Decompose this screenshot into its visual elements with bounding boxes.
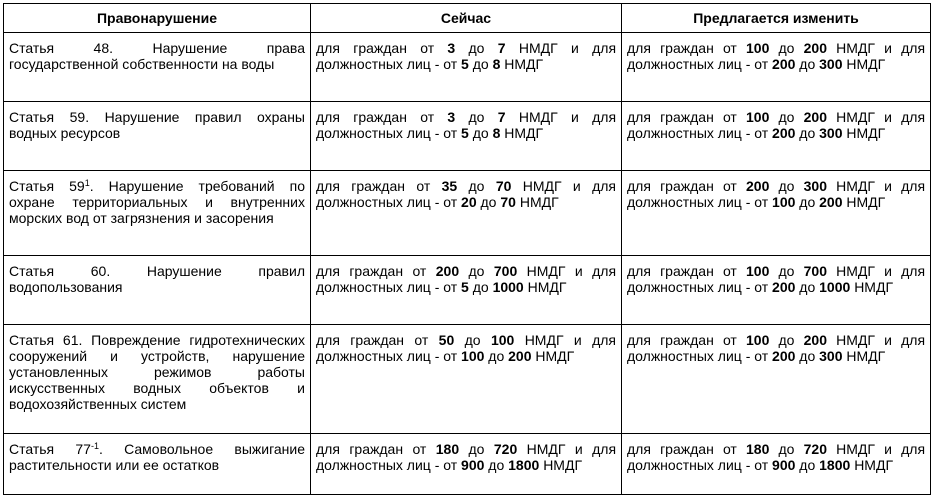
value-citizens-to: 700 bbox=[493, 263, 518, 279]
value-citizens-to: 720 bbox=[803, 441, 827, 457]
header-offense: Правонарушение bbox=[4, 4, 311, 33]
table-row bbox=[4, 256, 931, 325]
offense-cell bbox=[4, 256, 311, 325]
phrase-to: до bbox=[778, 263, 795, 279]
value-officials-from: 200 bbox=[772, 279, 796, 295]
value-citizens-to: 100 bbox=[490, 332, 515, 348]
phrase-to: до bbox=[480, 194, 497, 210]
now-cell bbox=[311, 33, 622, 102]
phrase-to: до bbox=[799, 56, 816, 72]
phrase-citizens: для граждан от bbox=[316, 40, 435, 56]
phrase-to: до bbox=[799, 194, 816, 210]
value-officials-from: 100 bbox=[461, 348, 485, 364]
offense-text: Статья 61. Повреждение гидротехнических сооружений и устройств, нарушение установленных режимов работы искусственных водных объектов и водохозяйственных систем bbox=[9, 332, 305, 412]
value-officials-to: 1800 bbox=[819, 457, 851, 473]
now-cell bbox=[311, 325, 622, 434]
value-citizens-from: 100 bbox=[746, 40, 770, 56]
phrase-unit: НМДГ bbox=[846, 194, 886, 210]
value-citizens-to: 7 bbox=[497, 109, 506, 125]
value-citizens-from: 100 bbox=[746, 263, 770, 279]
offense-text: Статья 77 bbox=[9, 441, 91, 457]
value-officials-from: 5 bbox=[461, 279, 469, 295]
phrase-unit-and: НМДГ и для должностных лиц - от bbox=[627, 263, 926, 295]
phrase-to: до bbox=[799, 348, 816, 364]
offense-cell bbox=[4, 325, 311, 434]
phrase-unit-and: НМДГ и для должностных лиц - от bbox=[316, 332, 617, 364]
value-citizens-from: 35 bbox=[441, 178, 458, 194]
phrase-citizens: для граждан от bbox=[316, 441, 427, 457]
phrase-unit-and: НМДГ и для должностных лиц - от bbox=[627, 109, 926, 141]
phrase-citizens: для граждан от bbox=[627, 441, 737, 457]
phrase-to: до bbox=[778, 109, 795, 125]
phrase-unit: НМДГ bbox=[519, 194, 559, 210]
phrase-to: до bbox=[472, 56, 489, 72]
header-now: Сейчас bbox=[311, 4, 622, 33]
value-officials-from: 200 bbox=[772, 348, 796, 364]
value-citizens-to: 200 bbox=[803, 109, 827, 125]
phrase-citizens: для граждан от bbox=[627, 332, 737, 348]
phrase-unit-and: НМДГ и для должностных лиц - от bbox=[627, 332, 926, 364]
phrase-unit: НМДГ bbox=[543, 457, 583, 473]
value-officials-from: 200 bbox=[772, 125, 796, 141]
value-officials-from: 200 bbox=[772, 56, 796, 72]
value-citizens-to: 700 bbox=[803, 263, 827, 279]
offense-text: Статья 59 bbox=[9, 178, 85, 194]
value-citizens-to: 200 bbox=[803, 332, 827, 348]
phrase-unit: НМДГ bbox=[527, 279, 567, 295]
phrase-unit-and: НМДГ и для должностных лиц - от bbox=[316, 178, 616, 210]
phrase-citizens: для граждан от bbox=[316, 109, 435, 125]
phrase-to: до bbox=[778, 40, 795, 56]
value-officials-from: 900 bbox=[461, 457, 485, 473]
phrase-to: до bbox=[488, 457, 505, 473]
phrase-to: до bbox=[778, 178, 795, 194]
now-cell bbox=[311, 102, 622, 171]
value-citizens-from: 180 bbox=[435, 441, 460, 457]
offense-cell bbox=[4, 434, 311, 495]
value-officials-to: 70 bbox=[500, 194, 516, 210]
value-citizens-from: 100 bbox=[746, 332, 770, 348]
value-officials-to: 8 bbox=[492, 125, 501, 141]
phrase-unit-and: НМДГ и для должностных лиц - от bbox=[316, 40, 617, 72]
now-cell bbox=[311, 434, 622, 495]
table-row bbox=[4, 171, 931, 256]
phrase-citizens: для граждан от bbox=[627, 40, 737, 56]
value-citizens-to: 720 bbox=[493, 441, 518, 457]
phrase-to: до bbox=[472, 279, 489, 295]
phrase-unit-and: НМДГ и для должностных лиц - от bbox=[627, 40, 926, 72]
value-citizens-from: 200 bbox=[746, 178, 770, 194]
value-citizens-to: 200 bbox=[803, 40, 827, 56]
value-officials-to: 1800 bbox=[508, 457, 540, 473]
phrase-to: до bbox=[468, 109, 485, 125]
table-row bbox=[4, 325, 931, 434]
value-citizens-from: 100 bbox=[746, 109, 770, 125]
value-officials-from: 5 bbox=[461, 56, 469, 72]
proposed-cell bbox=[622, 325, 931, 434]
phrase-to: до bbox=[799, 125, 816, 141]
phrase-unit: НМДГ bbox=[846, 348, 886, 364]
phrase-citizens: для граждан от bbox=[316, 263, 427, 279]
value-citizens-to: 70 bbox=[495, 178, 512, 194]
offense-cell bbox=[4, 171, 311, 256]
header-row bbox=[4, 4, 931, 33]
proposed-cell bbox=[622, 256, 931, 325]
phrase-to: до bbox=[778, 332, 795, 348]
value-officials-from: 900 bbox=[772, 457, 796, 473]
article-superscript: -1 bbox=[90, 441, 99, 451]
phrase-citizens: для граждан от bbox=[627, 178, 737, 194]
phrase-unit-and: НМДГ и для должностных лиц - от bbox=[316, 109, 617, 141]
offense-cell bbox=[4, 33, 311, 102]
phrase-unit-and: НМДГ и для должностных лиц - от bbox=[316, 441, 617, 473]
value-officials-to: 300 bbox=[819, 348, 843, 364]
table-row bbox=[4, 33, 931, 102]
phrase-citizens: для граждан от bbox=[316, 332, 429, 348]
now-cell bbox=[311, 171, 622, 256]
offense-text-rest: . Нарушение требований по охране территориальных и внутренних морских вод от загрязнения и засорения bbox=[9, 178, 305, 226]
value-officials-to: 200 bbox=[508, 348, 532, 364]
value-officials-to: 1000 bbox=[492, 279, 524, 295]
value-citizens-to: 7 bbox=[497, 40, 506, 56]
phrase-unit-and: НМДГ и для должностных лиц - от bbox=[316, 263, 617, 295]
phrase-citizens: для граждан от bbox=[627, 109, 737, 125]
table-row bbox=[4, 102, 931, 171]
phrase-unit-and: НМДГ и для должностных лиц - от bbox=[627, 441, 926, 473]
value-officials-to: 8 bbox=[492, 56, 501, 72]
fines-comparison-table bbox=[3, 3, 931, 495]
phrase-unit: НМДГ bbox=[854, 279, 894, 295]
phrase-to: до bbox=[778, 441, 795, 457]
phrase-to: до bbox=[488, 348, 505, 364]
value-citizens-to: 300 bbox=[803, 178, 827, 194]
phrase-unit: НМДГ bbox=[504, 56, 544, 72]
value-officials-from: 5 bbox=[461, 125, 469, 141]
phrase-to: до bbox=[468, 263, 485, 279]
offense-text-rest: . Самовольное выжигание растительности или ее остатков bbox=[9, 441, 305, 473]
phrase-to: до bbox=[468, 441, 485, 457]
value-officials-to: 300 bbox=[819, 56, 843, 72]
phrase-unit: НМДГ bbox=[846, 125, 886, 141]
value-citizens-from: 3 bbox=[447, 109, 456, 125]
phrase-citizens: для граждан от bbox=[627, 263, 737, 279]
value-officials-to: 1000 bbox=[819, 279, 851, 295]
phrase-unit: НМДГ bbox=[846, 56, 886, 72]
phrase-to: до bbox=[468, 178, 485, 194]
offense-text: Статья 48. Нарушение права государственной собственности на воды bbox=[9, 40, 305, 72]
value-officials-from: 20 bbox=[461, 194, 477, 210]
value-citizens-from: 3 bbox=[447, 40, 456, 56]
phrase-unit: НМДГ bbox=[504, 125, 544, 141]
value-officials-from: 100 bbox=[772, 194, 796, 210]
phrase-citizens: для граждан от bbox=[316, 178, 431, 194]
phrase-to: до bbox=[799, 457, 816, 473]
phrase-unit: НМДГ bbox=[854, 457, 894, 473]
phrase-unit-and: НМДГ и для должностных лиц - от bbox=[627, 178, 926, 210]
proposed-cell bbox=[622, 33, 931, 102]
offense-cell bbox=[4, 102, 311, 171]
phrase-unit: НМДГ bbox=[535, 348, 575, 364]
offense-text: Статья 59. Нарушение правил охраны водных ресурсов bbox=[9, 109, 305, 141]
value-officials-to: 200 bbox=[819, 194, 843, 210]
offense-text: Статья 60. Нарушение правил водопользования bbox=[9, 263, 305, 295]
value-citizens-from: 50 bbox=[438, 332, 455, 348]
value-officials-to: 300 bbox=[819, 125, 843, 141]
table-row bbox=[4, 434, 931, 495]
proposed-cell bbox=[622, 171, 931, 256]
value-citizens-from: 180 bbox=[746, 441, 770, 457]
proposed-cell bbox=[622, 434, 931, 495]
value-citizens-from: 200 bbox=[435, 263, 460, 279]
phrase-to: до bbox=[799, 279, 816, 295]
now-cell bbox=[311, 256, 622, 325]
phrase-to: до bbox=[468, 40, 485, 56]
phrase-to: до bbox=[464, 332, 481, 348]
proposed-cell bbox=[622, 102, 931, 171]
header-proposed: Предлагается изменить bbox=[622, 4, 931, 33]
article-superscript: 1 bbox=[84, 178, 90, 188]
phrase-to: до bbox=[472, 125, 489, 141]
